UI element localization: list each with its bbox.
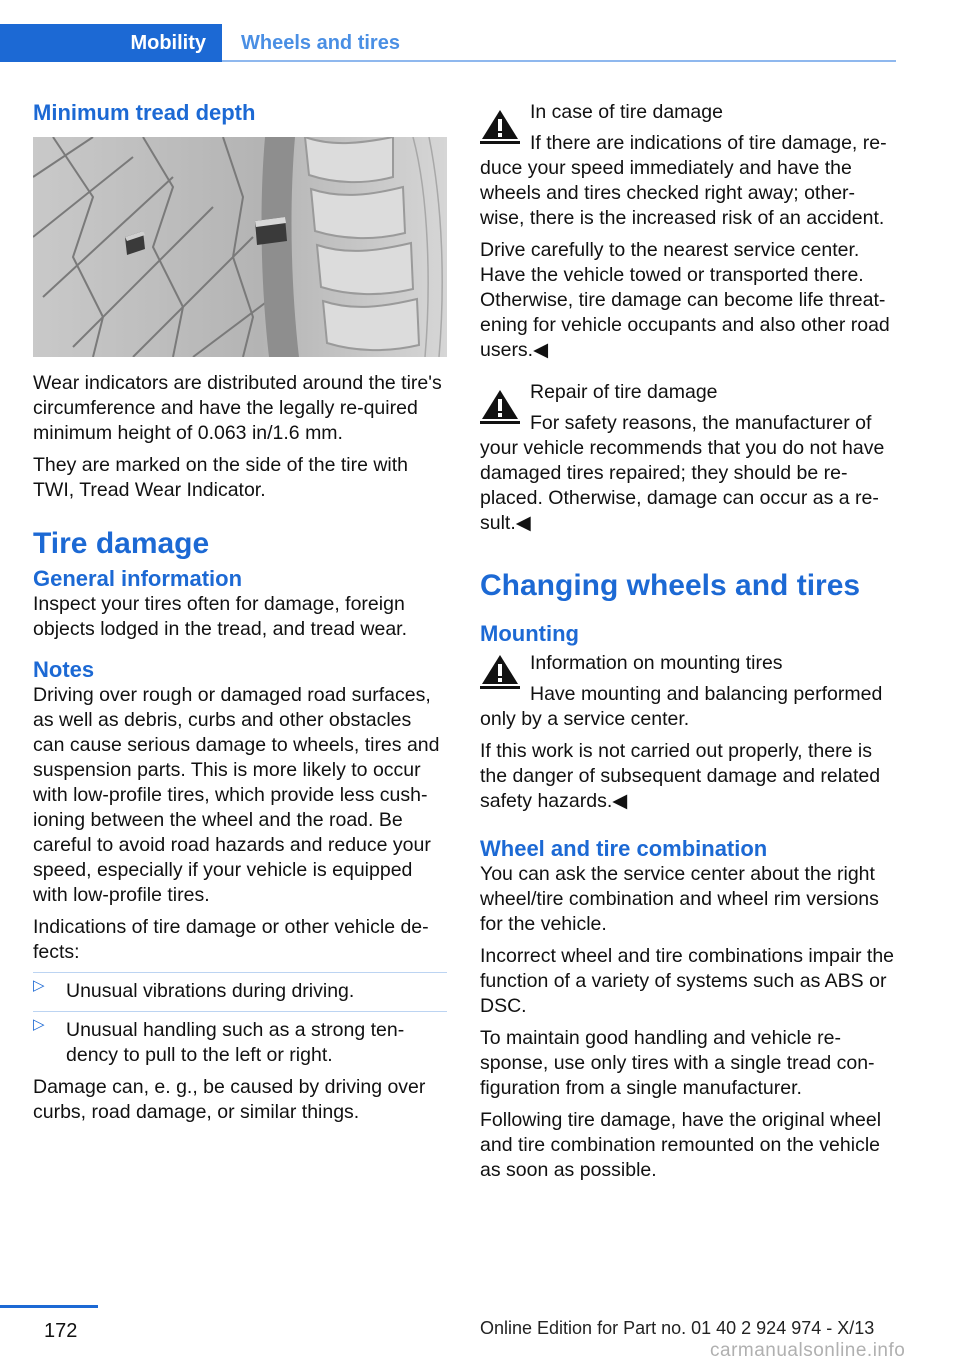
heading-changing-wheels: Changing wheels and tires (480, 569, 861, 602)
paragraph-combination-4: Following tire damage, have the original wheel and tire combination remounted on the vehicle as soon as possible. (480, 1109, 882, 1181)
warning-text: For safety reasons, the manufacturer of your vehicle recommends that you do not have damaged tires repaired; they should be re‐placed. Otherwise, damage can occur as a re‐sult.◀ (480, 412, 885, 534)
paragraph-twi: They are marked on the side of the tire with TWI, Tread Wear Indicator. (33, 454, 409, 501)
warning-triangle-icon (480, 388, 520, 424)
warning-mounting-tires (480, 651, 898, 732)
warning-triangle-icon (480, 653, 520, 689)
list-item-text: Unusual vibrations during driving. (66, 980, 355, 1002)
paragraph-wear-indicators: Wear indicators are distributed around the tire's circumference and have the legally re‐quired minimum height of 0.063 in/1.6 mm. (33, 372, 442, 444)
paragraph-work-not-proper: If this work is not carried out properly, there is the danger of subsequent damage and related safety hazards.◀ (480, 740, 881, 812)
tread-wear-indicator-illustration (33, 137, 447, 357)
heading-minimum-tread-depth: Minimum tread depth (33, 100, 256, 125)
triangle-bullet-icon: ▷ (33, 1016, 45, 1033)
section-tab (0, 24, 222, 62)
chapter-title: Wheels and tires (241, 32, 400, 54)
paragraph-drive-carefully: Drive carefully to the nearest service center. Have the vehicle towed or transported there. Otherwise, tire damage can become life threat‐ening for vehicle occupants and also other road users.◀ (480, 239, 890, 361)
list-item (33, 972, 447, 1004)
paragraph-notes: Driving over rough or damaged road surfaces, as well as debris, curbs and other obstacles can cause serious damage to wheels, tires and suspension parts. This is more likely to occur with low-profile tires, which provide less cush‐ioning between the wheel and the road. Be careful to avoid road hazards and reduce your speed, especially if your vehicle is equipped with low-profile tires. (33, 684, 440, 906)
section-label: Mobility (130, 31, 206, 54)
warning-title: Information on mounting tires (530, 652, 783, 674)
tire-tread-image (33, 137, 447, 357)
paragraph-combination-2: Incorrect wheel and tire combinations impair the function of a variety of systems such as ABS or DSC. (480, 945, 895, 1017)
list-item-text: Unusual handling such as a strong ten‐dency to pull to the left or right. (66, 1019, 405, 1066)
warning-repair-tire-damage (480, 380, 898, 536)
left-column (33, 100, 447, 1132)
heading-general-information: General information (33, 566, 243, 591)
page-number: 172 (44, 1320, 78, 1342)
bullet-list-indications (33, 972, 447, 1068)
footer-rule (0, 1305, 98, 1308)
list-item (33, 1011, 447, 1068)
online-edition-note: Online Edition for Part no. 01 40 2 924 974 - X/13 (480, 1318, 875, 1338)
heading-tire-damage: Tire damage (33, 527, 210, 560)
warning-text: Have mounting and balancing performed only by a service center. (480, 683, 883, 730)
page-header (0, 24, 896, 62)
right-column (480, 100, 898, 1190)
warning-tire-damage (480, 100, 898, 231)
paragraph-indications: Indications of tire damage or other vehicle de‐fects: (33, 916, 429, 963)
paragraph-damage-causes: Damage can, e. g., be caused by driving over curbs, road damage, or similar things. (33, 1076, 426, 1123)
heading-mounting: Mounting (480, 621, 579, 646)
triangle-bullet-icon: ▷ (33, 977, 45, 994)
warning-title: In case of tire damage (530, 101, 723, 123)
paragraph-combination-3: To maintain good handling and vehicle re‐sponse, use only tires with a single tread con‐figuration from a single manufacturer. (480, 1027, 875, 1099)
header-rule (222, 60, 896, 62)
warning-text: If there are indications of tire damage, re‐duce your speed immediately and have the wheels and tires checked right away; other‐wise, there is the increased risk of an accident. (480, 132, 887, 229)
watermark: carmanualsonline.info (710, 1340, 906, 1361)
paragraph-general-information: Inspect your tires often for damage, foreign objects lodged in the tread, and tread wear. (33, 593, 408, 640)
paragraph-combination-1: You can ask the service center about the right wheel/tire combination and wheel rim versions for the vehicle. (480, 863, 879, 935)
heading-wheel-tire-combination: Wheel and tire combination (480, 836, 768, 861)
warning-triangle-icon (480, 108, 520, 144)
heading-notes: Notes (33, 657, 95, 682)
warning-title: Repair of tire damage (530, 381, 718, 403)
